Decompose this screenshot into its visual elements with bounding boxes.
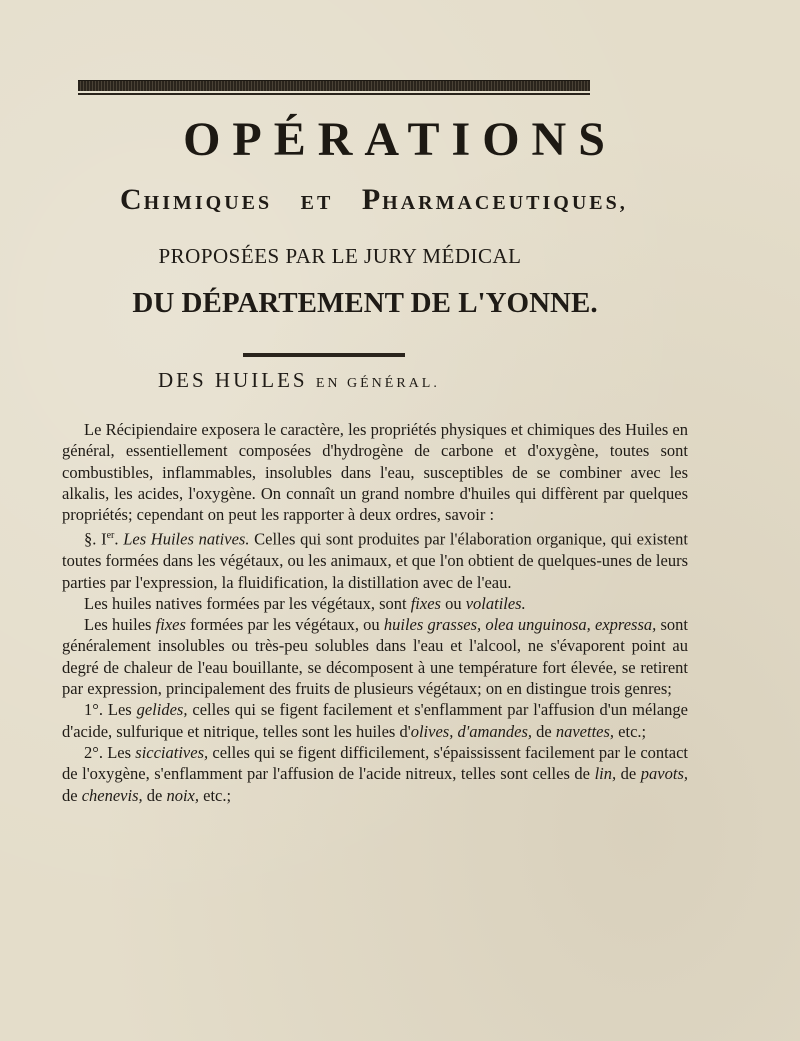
paragraph-4 xyxy=(62,614,688,699)
subtitle-initial-p: P xyxy=(361,183,383,216)
subtitle-word-chimiques: HIMIQUES xyxy=(143,192,273,214)
p2-part: §. I xyxy=(84,529,107,549)
header-ornamental-rule xyxy=(78,80,590,91)
paragraph-3 xyxy=(62,593,688,614)
p5-italic: navettes, xyxy=(555,721,615,741)
p5-italic: olives, d'amandes, xyxy=(410,721,533,741)
p2-sup: er xyxy=(106,530,115,542)
p4-italic: huiles grasses, olea unguinosa, expressa, xyxy=(383,615,657,635)
paragraph-6 xyxy=(62,742,688,806)
p3-italic: volatiles. xyxy=(465,593,526,613)
subtitle-et: ET xyxy=(300,192,334,214)
p6-part: de xyxy=(616,764,641,784)
paragraph-2 xyxy=(62,525,688,592)
main-title: OPÉRATIONS xyxy=(183,113,617,166)
p6-part: etc.; xyxy=(199,785,232,805)
subtitle-initial-c: C xyxy=(120,183,144,216)
p2-part: . xyxy=(114,529,124,549)
departement-line: DU DÉPARTEMENT DE L'YONNE. xyxy=(132,287,598,319)
header-rule-thin xyxy=(78,93,590,95)
p3-part: ou xyxy=(440,593,466,613)
p6-italic: chenevis, xyxy=(81,785,143,805)
proposees-line: PROPOSÉES PAR LE JURY MÉDICAL xyxy=(158,244,522,268)
p6-part: celles qui se figent difficilement, s'épaississent facilement par le contact de l'oxygène, s'enflamment par l'affusion de l'acide nitreux, telles sont celles de xyxy=(62,742,688,784)
p5-part: 1°. Les xyxy=(84,700,137,720)
p3-part: Les huiles natives formées par les végétaux, sont xyxy=(84,593,411,613)
p4-italic: fixes xyxy=(155,615,186,635)
subtitle-word-pharmaceutiques: HARMACEUTIQUES, xyxy=(382,192,628,214)
body-text xyxy=(62,419,688,806)
section-divider xyxy=(243,353,405,357)
p6-part: de xyxy=(142,785,167,805)
p4-part: sont généralement insolubles ou très-peu solubles dans l'eau et l'alcool, ne s'évaporent point au degré de chaleur de l'eau bouillante, se décomposent à une température fort élevée, se retirent par expression, principalement des fruits de plusieurs végétaux; on en distingue trois genres; xyxy=(62,615,688,699)
p3-italic: fixes xyxy=(410,593,441,613)
p2-italic: Les Huiles natives. xyxy=(123,529,250,549)
p6-part: 2°. Les xyxy=(84,742,136,762)
p4-part: Les huiles xyxy=(84,615,156,635)
p5-part: etc.; xyxy=(614,721,647,741)
p2-part: Celles qui sont produites par l'élaboration organique, qui existent toutes formées dans les végétaux, ou les animaux, et que l'on obtient de quelques-unes de leurs parties par l'expression, la fluidification, la distillation avec de l'eau. xyxy=(62,529,689,592)
p5-part: celles qui se figent facilement et s'enflamment par l'affusion d'un mélange d'acide, sulfurique et nitrique, telles sont les huiles d' xyxy=(62,700,688,741)
p6-italic: pavots, xyxy=(640,764,688,784)
p4-part: formées par les végétaux, ou xyxy=(185,615,384,635)
paragraph-1: Le Récipiendaire exposera le caractère, les propriétés physiques et chimiques des Huiles en général, essentiellement composées d'hydrogène de carbone et d'oxygène, toutes sont combustibles, inflammables, insolubles dans l'eau, susceptibles de se combiner avec les alkalis, les acides, l'oxygène. On connaît un grand nombre d'huiles qui diffèrent par quelques propriétés; cependant on peut les rapporter à deux ordres, savoir : xyxy=(62,420,688,525)
p6-italic: lin, xyxy=(594,764,617,784)
paragraph-5 xyxy=(62,699,688,742)
p5-part: de xyxy=(532,721,556,741)
p6-part: de xyxy=(62,785,82,805)
section-heading-small: EN GÉNÉRAL. xyxy=(315,376,440,391)
section-heading xyxy=(158,368,440,393)
p6-italic: noix, xyxy=(166,785,200,805)
p6-italic: sicciatives, xyxy=(135,742,209,762)
subtitle xyxy=(120,183,628,217)
p5-italic: gelides, xyxy=(136,700,188,720)
section-heading-main: DES HUILES xyxy=(158,368,308,392)
